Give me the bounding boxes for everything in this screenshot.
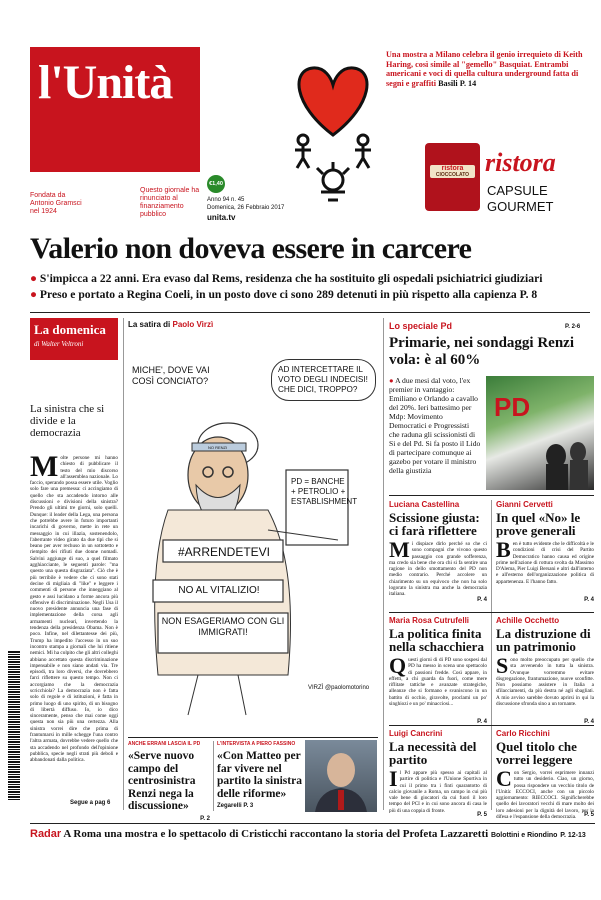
column-text: i dispiace dirlo perché so che ci sono compagni che vivono questo passaggio con grande sofferenza, ma credo sia bene che ora chi si fa sentire una ragione in dello smottamento del PD non medio contrario. Perché accolere un chiarimento su un equivoco che non ha solo logorato la sinistra ma anche la democrazia italiana. <box>389 541 487 598</box>
masthead-founded: Fondata da Antonio Gramsci nel 1924 <box>30 192 82 215</box>
ad-capsule-label <box>430 165 475 178</box>
main-headline[interactable]: Valerio non doveva essere in carcere <box>30 232 472 265</box>
column-author: Luigi Cancrini <box>389 729 443 738</box>
teaser-author: Basili <box>438 78 458 88</box>
column-author: Carlo Ricchini <box>496 729 550 738</box>
radar-label: Radar <box>30 828 62 840</box>
column-text: uesti giorni di di PD sono sospesi dal PD ha messo in scena uno spettacolo di passioni fredde. Così appare, in effetti, a chi guarda da fuori, come mere riflitate tattiche e avanzate strategiche, alleanze che si formano e svaniscono in un battito di occhio, giravolte, proclami un po' singhiozi e un po' minacciosi... <box>389 657 487 708</box>
column-author: Achille Occhetto <box>496 616 560 625</box>
radar[interactable] <box>30 828 595 842</box>
column-occhetto[interactable] <box>496 616 594 725</box>
site-url[interactable]: unita.tv <box>207 213 236 222</box>
price: €1,40 <box>209 181 223 187</box>
haring-heart <box>299 68 367 135</box>
column-title: In quel «No» le prove generali <box>496 510 581 538</box>
satira-header <box>128 320 213 329</box>
speciale-title[interactable]: Primarie, nei sondaggi Renzi vola: è al 60% <box>389 335 574 368</box>
column-dropcap: Q <box>389 653 407 678</box>
interview-quote: «Serve nuovo campo del centrosinistra Renzi nega la discussione» <box>128 750 196 812</box>
teaser-page: P. 14 <box>459 78 477 88</box>
masthead-logo-block <box>30 47 200 172</box>
speciale-photo-art <box>486 376 594 490</box>
domenica-label: La domenica <box>34 322 106 337</box>
column-page: P. 4 <box>477 597 487 603</box>
fassino-photo <box>305 740 377 812</box>
interview-author: Zegarelli <box>217 803 242 809</box>
teaser[interactable] <box>386 50 591 88</box>
column-author: Luciana Castellina <box>389 500 460 509</box>
interview-page: P. 2 <box>200 815 210 822</box>
radar-text: A Roma una mostra e lo spettacolo di Cristicchi raccontano la storia del Profeta Lazzaretti <box>63 828 489 840</box>
ad-line1: CAPSULE <box>487 183 548 198</box>
column-dropcap: S <box>496 653 509 678</box>
divider <box>491 500 492 810</box>
divider <box>128 737 378 738</box>
speciale-page: P. 2-6 <box>565 324 581 330</box>
column-page: P. 5 <box>477 812 487 818</box>
column-ricchini[interactable] <box>496 729 594 821</box>
speciale-label: Lo speciale Pd <box>389 321 453 331</box>
divider <box>213 741 214 811</box>
interview-page: P. 3 <box>243 803 254 809</box>
column-page: P. 4 <box>477 719 487 725</box>
speciale-body <box>389 376 481 475</box>
domenica-author: di Walter Veltroni <box>34 340 84 348</box>
speciale-photo <box>486 376 594 490</box>
radar-authors: Bolottini e Riondino <box>490 832 558 839</box>
column-page: P. 4 <box>584 597 594 603</box>
ad-brand: ristora <box>485 148 556 177</box>
main-sub-1-text: S'impicca a 22 anni. Era evaso dal Rems, residenza che ha sostituito gli ospedali psichiatrici giudiziari <box>39 272 543 285</box>
column-text: en è tutto evidente che le difficoltà e le condizioni di crisi del Partito Democratico hanno causa ed origine prime nell'azione di rottura svolta da Massimo D'Alema, Pier Luigi Bersani e altri dall'interno e all'esterno dell'organizzazione politica di appartenenza. E l'hanno fatto. <box>496 541 594 585</box>
column-castellina[interactable] <box>389 500 487 603</box>
ad-sub: CIOCCOLATO <box>435 172 470 178</box>
satira-cartoon <box>128 335 378 730</box>
sign-esageriamo: NON ESAGERIAMO CON GLI IMMIGRATI! <box>161 616 285 637</box>
divider <box>389 495 594 496</box>
interview-footer <box>217 803 307 809</box>
hat-label: NO RENZI <box>208 445 228 450</box>
column-dropcap: M <box>389 537 410 562</box>
ad-ristora[interactable] <box>425 143 585 223</box>
interview-fassino[interactable] <box>217 741 307 809</box>
column-body <box>389 653 487 719</box>
interview-errani[interactable] <box>128 741 210 822</box>
domenica-continue[interactable]: Segue a pag 6 <box>70 800 111 806</box>
divider <box>123 318 124 810</box>
satira-label: La satira di <box>128 320 171 329</box>
main-sub-2-text: Preso e portato a Regina Coeli, in un posto dove ci sono 289 detenuti in più rispetto alla capienza <box>39 288 517 301</box>
masthead-funding: Questo giornale ha rinunciato al finanziamento pubblico <box>140 187 200 218</box>
divider <box>30 823 595 824</box>
teaser-text: Una mostra a Milano celebra il genio irrequieto di Keith Haring, così simile al "gemello" Basquiat. Entrambi americani e voci di quella cultura underground fatta di segni e graffiti <box>386 50 583 88</box>
column-page: P. 5 <box>584 812 594 818</box>
price-badge <box>207 175 225 193</box>
column-text: ono molto preoccupato per quello che sta avvenendo in tutta la sinistra. Ovunque vorremmo evitare disgregazione, frantumazione, nuove sconfitte. Non possiamo assistere in Italia a sfilacciamenti, da più destra né agli sbagliati. A mio avviso sarebbe dovuto aprirsi in qui la discussione sfronda sino a un tornante. <box>496 657 594 708</box>
column-title: La politica finita nella schacchiera <box>389 626 484 654</box>
column-dropcap: I <box>389 766 398 791</box>
interview-quote: «Con Matteo per far vivere nel partito la sinistra delle riforme» <box>217 750 302 800</box>
bubble-2: AD INTERCETTARE IL VOTO DEGLI INDECISI! CHE DICI, TROPPO? <box>271 359 376 401</box>
svg-text:PD: PD <box>494 392 531 422</box>
column-body <box>496 653 594 719</box>
column-text: l Pd appare più spesso ai capitali al partire di politica e l'Unione Sportiva in cui il primo tra i finti quarantotto di calcio giovanile a Roma, un campo in cui più vale bene di giocatori da cui fuori il loro tempo del PCI e in cui sono ancora di casa le più di una coppia di fronte. <box>389 770 487 814</box>
interview-label: ANCHE ERRANI LASCIA IL PD <box>128 741 201 747</box>
main-sub-2-page: P. 8 <box>519 288 538 301</box>
column-dropcap: C <box>496 766 512 791</box>
main-sub-2 <box>30 288 595 302</box>
column-dropcap: B <box>496 537 511 562</box>
domenica-dropcap: M <box>30 450 59 483</box>
radar-page: P. 12-13 <box>560 832 586 839</box>
domenica-title[interactable]: La sinistra che si divide e la democrazia <box>30 403 105 439</box>
column-body <box>389 537 487 598</box>
cartoon-signature: VIRZÌ @paolomotorino <box>308 685 370 691</box>
bubble-1: MICHE', DOVE VAI COSÌ CONCIATO? <box>132 365 210 386</box>
domenica-body-text: olte persone mi hanno chiesto di pubblicare il testo del mio discorso all'assemblea nazionale. Lo faccio, sperando possa essere utile. Voglio solo fare una premessa: ci accingiamo di quello che sta accadendo intorno alle discussioni e divisioni della sinistra? Prendo gli ultimi tre giorni, solo quelli. Dunque: il leader della Lega, una persona che potrebbe avere in futuro importanti incarichi di governo, mette in rete un messaggio in cui illazia, sostenendolo, l'aberrante video girato da due tipi che si beano per aver rechuso in un sottotetto e riempito dei rifiuti due donne nomadi. Salvini aggiunge di suo, a quel filmato agghiacciante, le seguenti parole: "ma questo una questa disgraziata". Ciò che è più terribile è vedere che ci sono stati decine di migliaia di "like" e leggere i commenti di persone che inneggiano al gesto e assi lucidano a forme ancora più offensive di discriminazione. Negli Usa il nuovo presidente annuncia una fase di implementazione della corsa agli armamenti nucleari, invertendo la tendenza della presidenza Obama. Non è poco. Infine, nel dilettantesse dei più, Trump ha impedito l'accesso in un suo incontro stampa a giornali che lui ritiene nemici. Mi ha colpito che gli altri colleghi abbiano accettato questa discriminazione impensabile e non siano andati via. Tre episodi, tra loro diversi, che dovrebbero farci riflettere su questo tempo. Non ci accorgiamo che la democrazia scricchiola? La democrazia non è fatta solo di regole e di istituzioni, è fatta in primo luogo di uno spirito, di un bisogno di libertà diffuso. Io, io dico sinceramente, penso che mai come oggi questa non sia più una certezza. Alla sinistra vorrei dire che prima di frantumarsi in mille schegge l'una contro l'altra armata, dovrebbe vedere quello che sta accadendo nel profondo dell'opinione pubblica, specie negli strati più deboli e abbandonati dalla politica. <box>30 455 118 764</box>
column-title: Quel titolo che vorrei leggere <box>496 739 577 767</box>
column-cancrini[interactable] <box>389 729 487 818</box>
column-page: P. 4 <box>584 719 594 725</box>
column-body <box>389 766 487 814</box>
column-title: La necessità del partito <box>389 739 477 767</box>
divider <box>383 318 384 810</box>
main-sub-1 <box>30 272 595 286</box>
column-author: Gianni Cervetti <box>496 500 553 509</box>
column-cervetti[interactable] <box>496 500 594 603</box>
barcode <box>8 650 20 800</box>
bullet: ● <box>30 272 38 285</box>
column-body <box>496 537 594 597</box>
issue-number: Anno 94 n. 45 <box>207 197 245 203</box>
sign-pd: PD = BANCHE + PETROLIO + ESTABLISHMENT <box>291 477 358 506</box>
domenica-body <box>30 450 118 795</box>
divider <box>389 725 594 726</box>
interview-label: L'INTERVISTA A PIERO FASSINO <box>217 741 296 747</box>
satira-author: Paolo Virzì <box>172 320 214 329</box>
speciale-body-text: A due mesi dal voto, l'ex premier in vantaggio: Emiliano e Orlando a cavallo del 20%. Ieri battesimo per Mdp: Movimento Democratici e Progressisti che raduna gli scissionisti di Si e del Pd. Si fa posto il Lido di partecipare comunque ai gazebo per votare il ministro della giustizia <box>389 376 481 475</box>
domenica-label-block <box>30 318 118 360</box>
bullet: ● <box>389 376 394 385</box>
column-author: Maria Rosa Cutrufelli <box>389 616 470 625</box>
haring-illustration <box>283 50 383 220</box>
fassino-portrait <box>305 740 377 812</box>
ad-line2: GOURMET <box>487 199 554 214</box>
sign-arrendetevi: #ARRENDETEVI <box>177 545 271 559</box>
column-title: Scissione giusta: ci farà riflettere <box>389 510 480 538</box>
issue-date: Domenica, 26 Febbraio 2017 <box>207 205 285 211</box>
bullet: ● <box>30 288 38 301</box>
divider <box>389 612 594 613</box>
divider <box>30 312 590 313</box>
column-cutrufelli[interactable] <box>389 616 487 725</box>
column-text: on Sergio, vorrei esprimere innanzi tutto un desiderio. Ciao, un giorno, possa rispondere un vecchio titolo de l'Unità: ECCOCI, anche con un piccolo aggiornamento: RIECCOCI. Significherebbe quello dei lavoratori vecchi di mare molto dei loro adesioni per la dignità del lavoro, per la difesa e l'espansione della democrazia. <box>496 770 594 821</box>
sign-vitalizio: NO AL VITALIZIO! <box>178 585 260 596</box>
masthead-logo: l'Unità <box>38 56 173 109</box>
column-title: La distruzione di un patrimonio <box>496 626 591 654</box>
ad-capsule-brand: ristora <box>441 165 464 172</box>
